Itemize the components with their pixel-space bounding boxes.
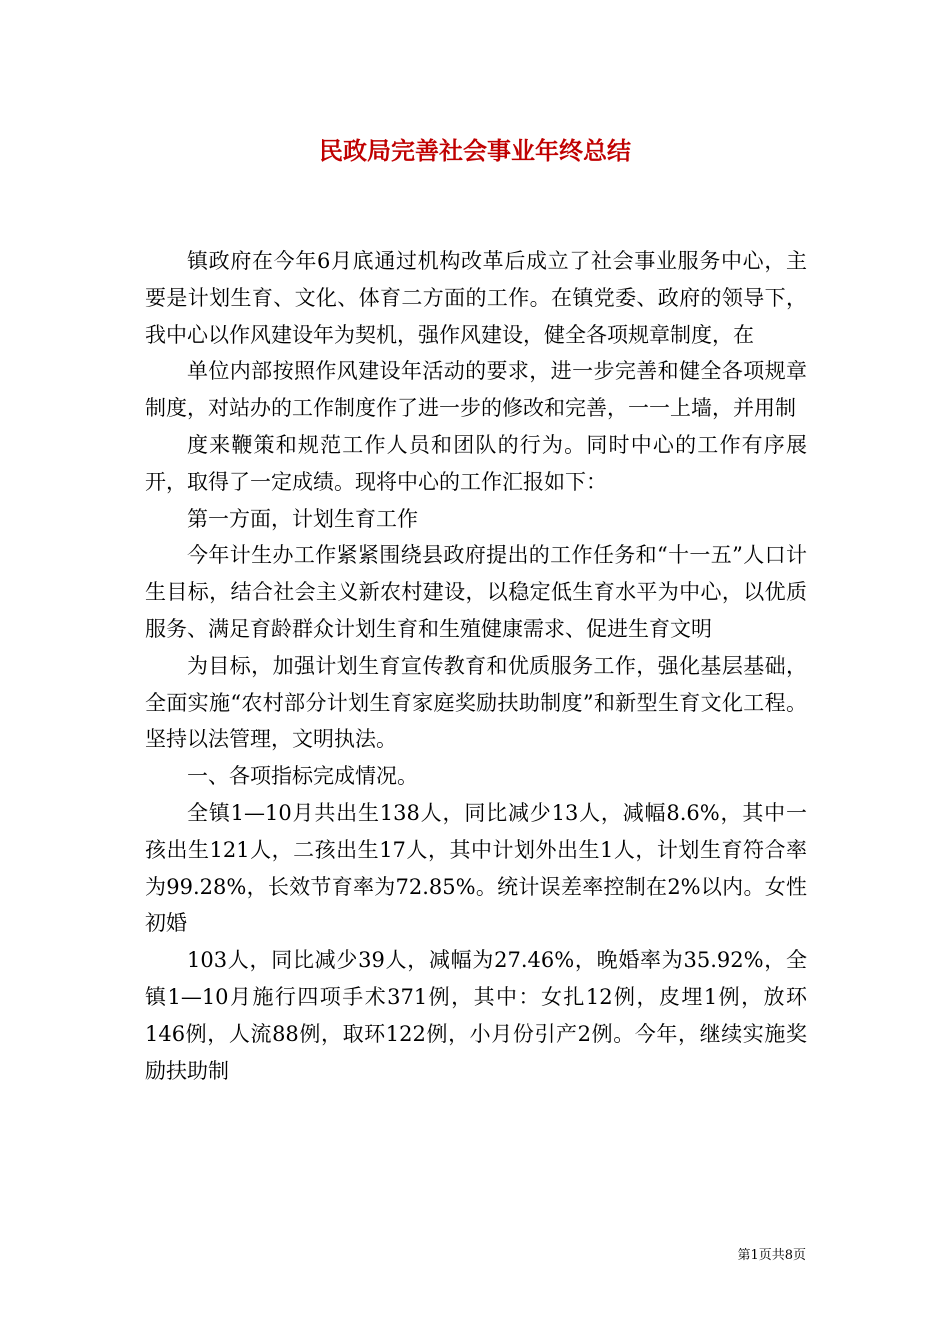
paragraph-2: 单位内部按照作风建设年活动的要求，进一步完善和健全各项规章制度，对站办的工作制度作了进一步的修改和完善，一一上墙，并用制 [145,359,807,421]
paragraph-8: 全镇1—10月共出生138人，同比减少13人，减幅8.6%，其中一孩出生121人，二孩出生17人，其中计划外出生1人，计划生育符合率为99.28%，长效节育率为72.85%。统计误差率控制在2%以内。女性初婚 [145,800,807,936]
subsection-heading-indicators: 一、各项指标完成情况。 [187,764,418,789]
document-body [145,243,807,1089]
paragraph-5: 今年计生办工作紧紧围绕县政府提出的工作任务和“十一五”人口计生目标，结合社会主义新农村建设，以稳定低生育水平为中心，以优质服务、满足育龄群众计划生育和生殖健康需求、促进生育文明 [145,543,807,641]
paragraph-9: 103人，同比减少39人，减幅为27.46%，晚婚率为35.92%，全镇1—10月施行四项手术371例，其中：女扎12例，皮埋1例，放环146例，人流88例，取环122例，小月份引产2例。今年，继续实施奖励扶助制 [145,948,807,1083]
page-number-footer: 第1页共8页 [737,1248,806,1263]
paragraph-1: 镇政府在今年6月底通过机构改革后成立了社会事业服务中心，主要是计划生育、文化、体育二方面的工作。在镇党委、政府的领导下，我中心以作风建设年为契机，强作风建设，健全各项规章制度，在 [145,249,807,347]
paragraph-3: 度来鞭策和规范工作人员和团队的行为。同时中心的工作有序展开，取得了一定成绩。现将中心的工作汇报如下： [145,432,807,494]
document-title: 民政局完善社会事业年终总结 [319,136,631,165]
section-heading-family-planning: 第一方面，计划生育工作 [187,506,418,531]
paragraph-6: 为目标，加强计划生育宣传教育和优质服务工作，强化基层基础，全面实施“农村部分计划生育家庭奖励扶助制度”和新型生育文化工程。坚持以法管理，文明执法。 [145,653,807,752]
